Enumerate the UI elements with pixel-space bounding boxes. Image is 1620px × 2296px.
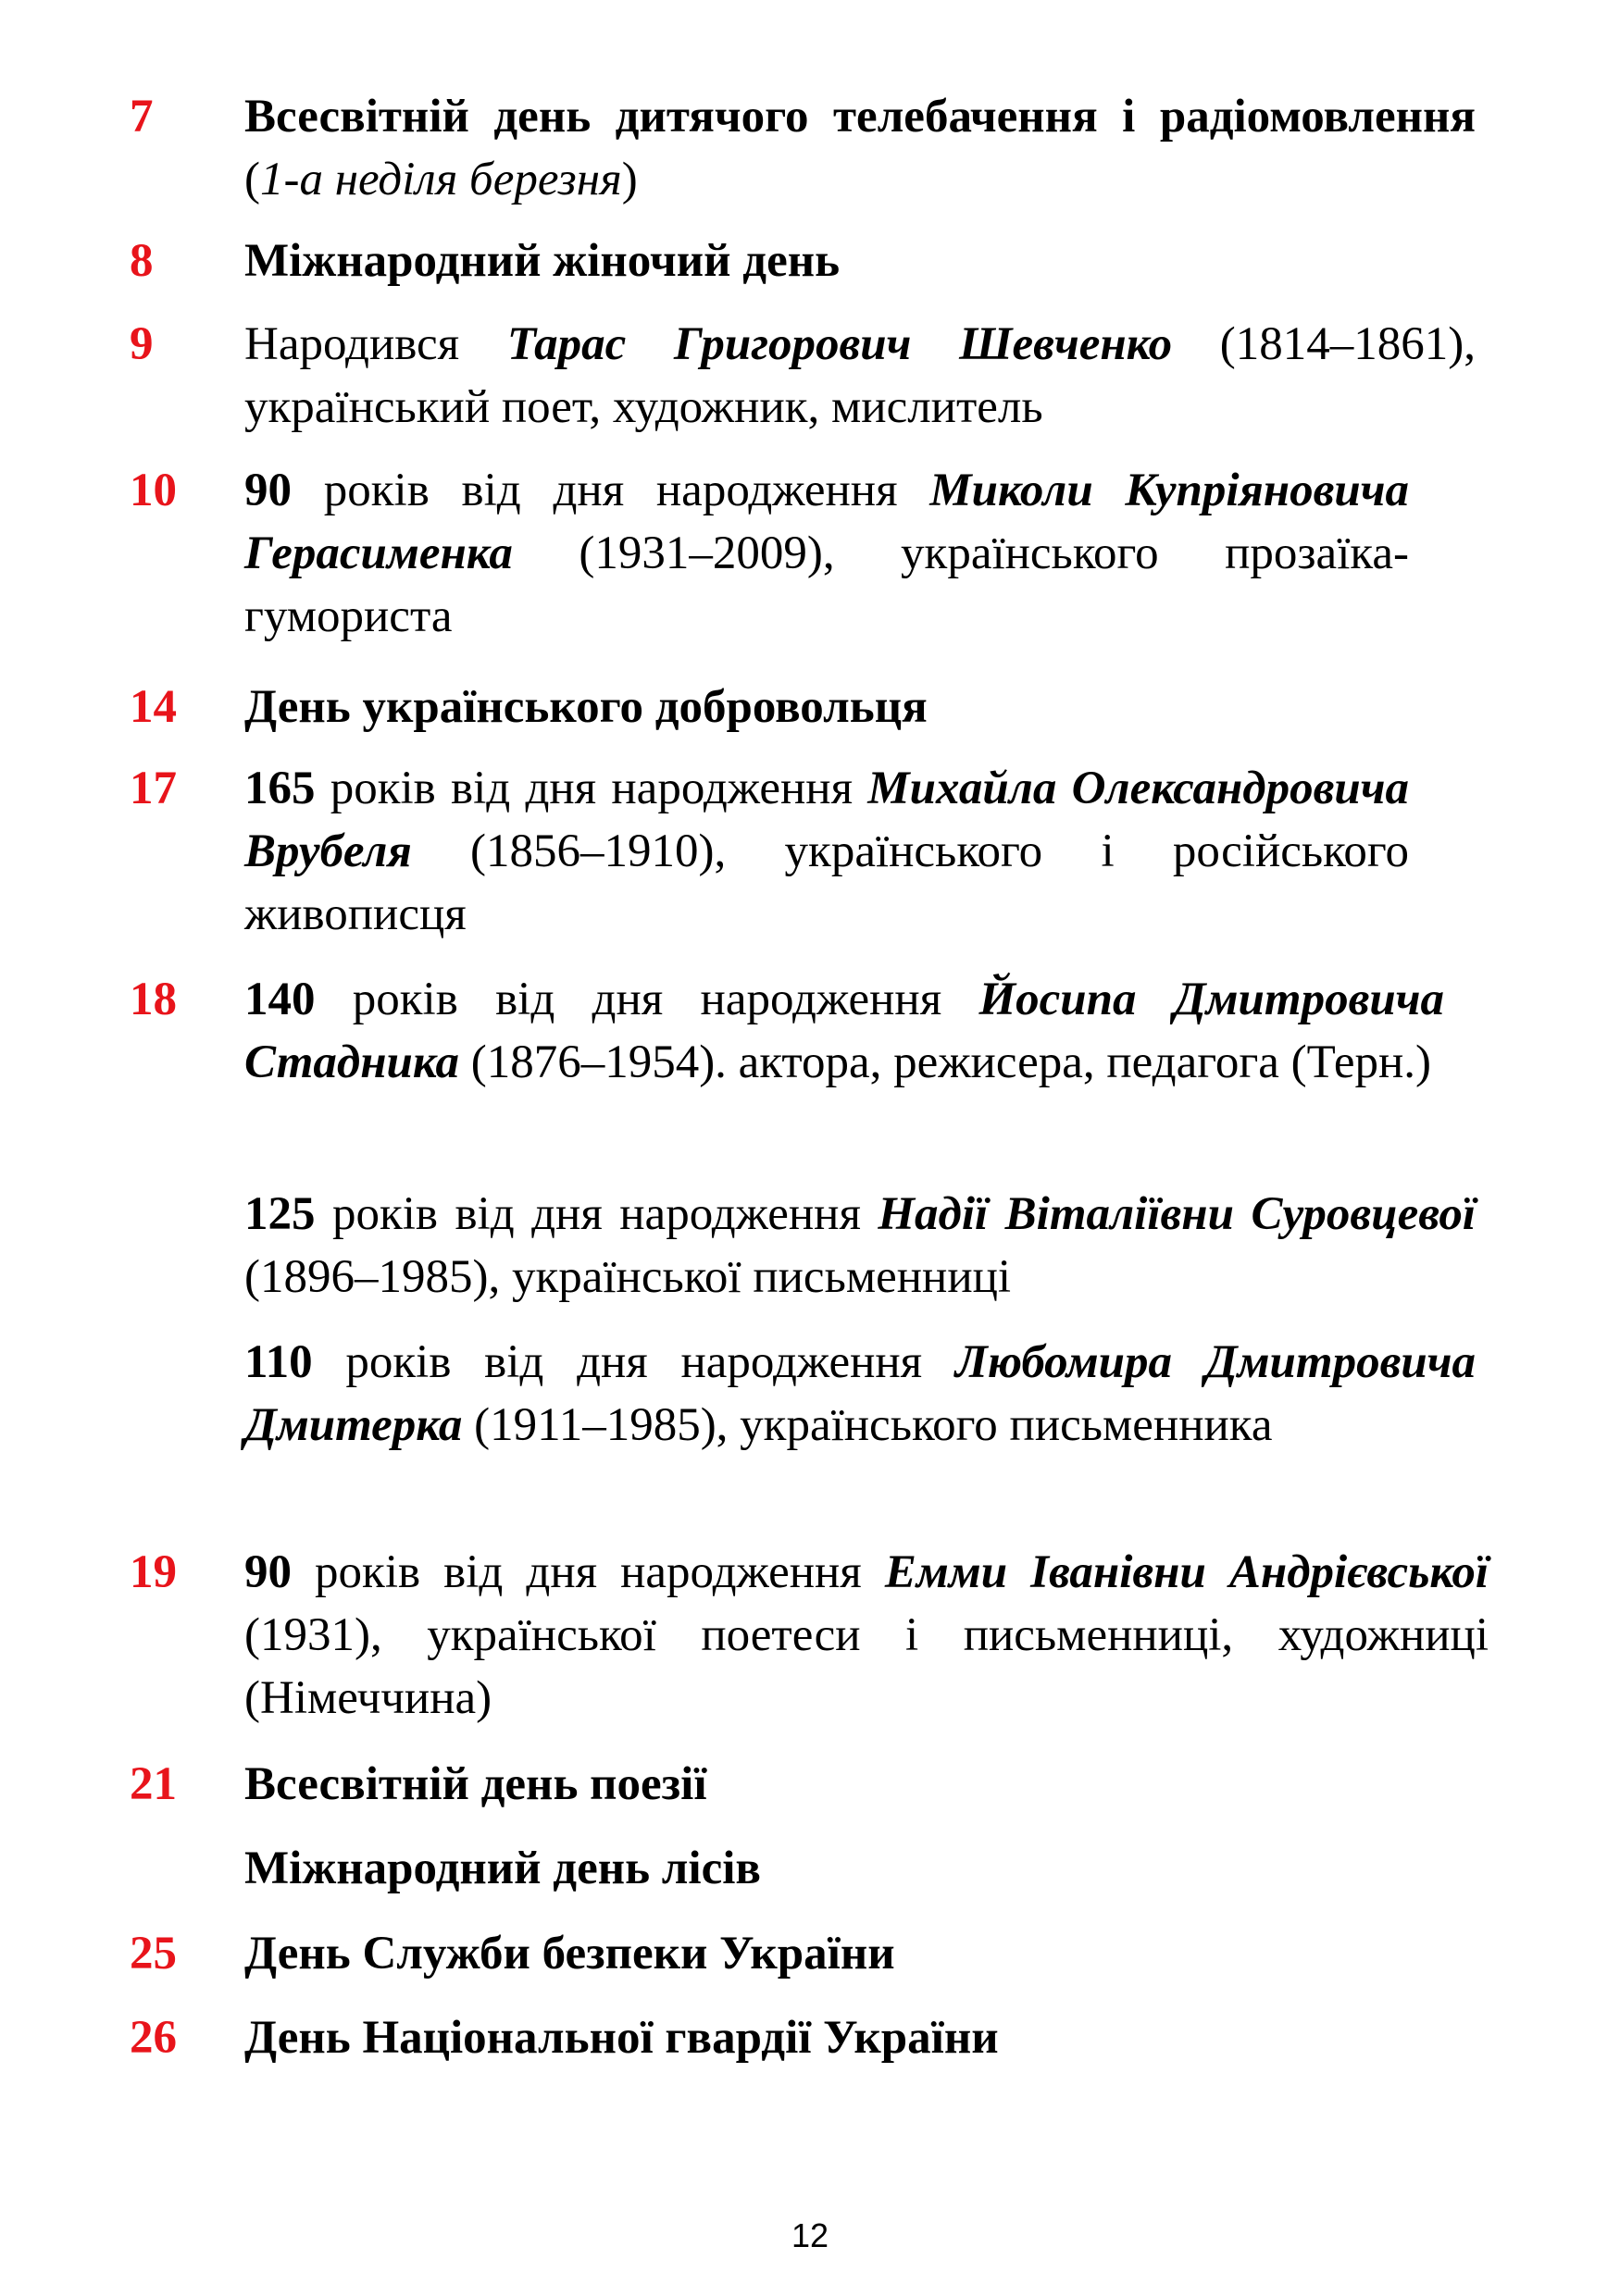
person-name: Михайла Олександровича Врубеля bbox=[244, 763, 1409, 877]
anniversary-phrase: років від дня народження bbox=[315, 763, 868, 814]
anniversary-years: 90 bbox=[244, 1546, 292, 1598]
event-title: День українського добровольця bbox=[244, 681, 928, 733]
day-number: 14 bbox=[130, 681, 177, 733]
day-number: 19 bbox=[130, 1546, 177, 1598]
day-number: 18 bbox=[130, 974, 177, 1025]
calendar-entry bbox=[130, 313, 1481, 439]
entry-description: (1876–1954). актора, режисера, педагога (Терн.) bbox=[458, 1036, 1432, 1088]
person-name: Любомира Дмитровича Дмитерка bbox=[244, 1336, 1476, 1451]
entry-text bbox=[244, 313, 1476, 439]
entry-description: (1896–1985), української письменниці bbox=[244, 1251, 1012, 1303]
entry-text bbox=[244, 1331, 1476, 1457]
event-title: Всесвітній день поезії bbox=[244, 1758, 707, 1810]
calendar-entry bbox=[130, 676, 1481, 738]
entry-text bbox=[244, 230, 1476, 292]
event-title: Міжнародний жіночий день bbox=[244, 235, 841, 287]
entry-text bbox=[244, 676, 1476, 738]
anniversary-years: 165 bbox=[244, 763, 316, 814]
person-name: Надії Віталіївни Суровцевої bbox=[878, 1188, 1476, 1240]
event-note: 1-а неділя березня bbox=[259, 154, 622, 205]
day-number: 9 bbox=[130, 318, 154, 370]
person-name: Йосипа Дмитровича Стадника bbox=[244, 974, 1445, 1088]
anniversary-phrase: років від дня народження bbox=[315, 974, 979, 1025]
person-name: Тарас Григорович Шевченко bbox=[506, 318, 1173, 370]
event-title: Всесвітній день дитячого телебачення і радіомовлення bbox=[244, 91, 1476, 143]
calendar-entry bbox=[130, 1183, 1481, 1309]
day-number: 8 bbox=[130, 235, 154, 287]
day-number: 10 bbox=[130, 465, 177, 516]
calendar-entry bbox=[130, 1837, 1481, 1900]
entry-text bbox=[244, 85, 1476, 211]
anniversary-phrase: років від дня народження bbox=[292, 465, 930, 516]
anniversary-years: 90 bbox=[244, 465, 292, 516]
person-name: Миколи Купріяновича Герасименка bbox=[244, 465, 1409, 579]
event-title: День Національної гвардії України bbox=[244, 2012, 999, 2064]
day-number: 26 bbox=[130, 2012, 177, 2064]
entry-description: (1814–1861), український поет, художник, мислитель bbox=[244, 318, 1476, 433]
calendar-entry bbox=[130, 2006, 1481, 2069]
page-number: 12 bbox=[791, 2216, 829, 2254]
calendar-entry bbox=[130, 1922, 1481, 1985]
calendar-entry bbox=[130, 85, 1481, 211]
entry-text bbox=[244, 968, 1444, 1094]
anniversary-phrase: років від дня народження bbox=[312, 1336, 955, 1388]
calendar-entry bbox=[130, 757, 1481, 946]
entry-text bbox=[244, 2006, 1476, 2069]
day-number: 21 bbox=[130, 1758, 177, 1810]
entry-text bbox=[244, 1541, 1489, 1730]
entry-text bbox=[244, 1922, 1476, 1985]
anniversary-years: 140 bbox=[244, 974, 316, 1025]
entry-text bbox=[244, 1837, 1476, 1900]
anniversary-phrase: років від дня народження bbox=[315, 1188, 879, 1240]
entry-description: (1856–1910), українського і російського живописця bbox=[244, 825, 1409, 940]
day-number: 7 bbox=[130, 91, 154, 143]
event-title: День Служби безпеки України bbox=[244, 1928, 895, 1980]
anniversary-years: 125 bbox=[244, 1188, 316, 1240]
calendar-entry bbox=[130, 1331, 1481, 1457]
calendar-entry bbox=[130, 230, 1481, 292]
entry-prefix: Народився bbox=[244, 318, 507, 370]
entry-text bbox=[244, 1183, 1476, 1309]
entry-description: (1931–2009), українського прозаїка-гумориста bbox=[244, 527, 1409, 642]
day-number: 17 bbox=[130, 763, 177, 814]
entry-description: (1931), української поетеси і письменниці, художниці (Німеччина) bbox=[244, 1609, 1489, 1724]
calendar-entry bbox=[130, 459, 1481, 648]
event-title: Міжнародний день лісів bbox=[244, 1843, 761, 1894]
entry-text bbox=[244, 757, 1409, 946]
calendar-entry bbox=[130, 1753, 1481, 1816]
day-number: 25 bbox=[130, 1928, 177, 1980]
entry-text bbox=[244, 1753, 1476, 1816]
calendar-entry bbox=[130, 1541, 1489, 1730]
note-close: ) bbox=[621, 154, 638, 205]
anniversary-phrase: років від дня народження bbox=[292, 1546, 885, 1598]
calendar-entry bbox=[130, 968, 1481, 1094]
person-name: Емми Іванівни Андрієвської bbox=[884, 1546, 1489, 1598]
note-open: ( bbox=[244, 154, 260, 205]
anniversary-years: 110 bbox=[244, 1336, 313, 1388]
entry-text bbox=[244, 459, 1409, 648]
entry-description: (1911–1985), українського письменника bbox=[462, 1399, 1273, 1451]
